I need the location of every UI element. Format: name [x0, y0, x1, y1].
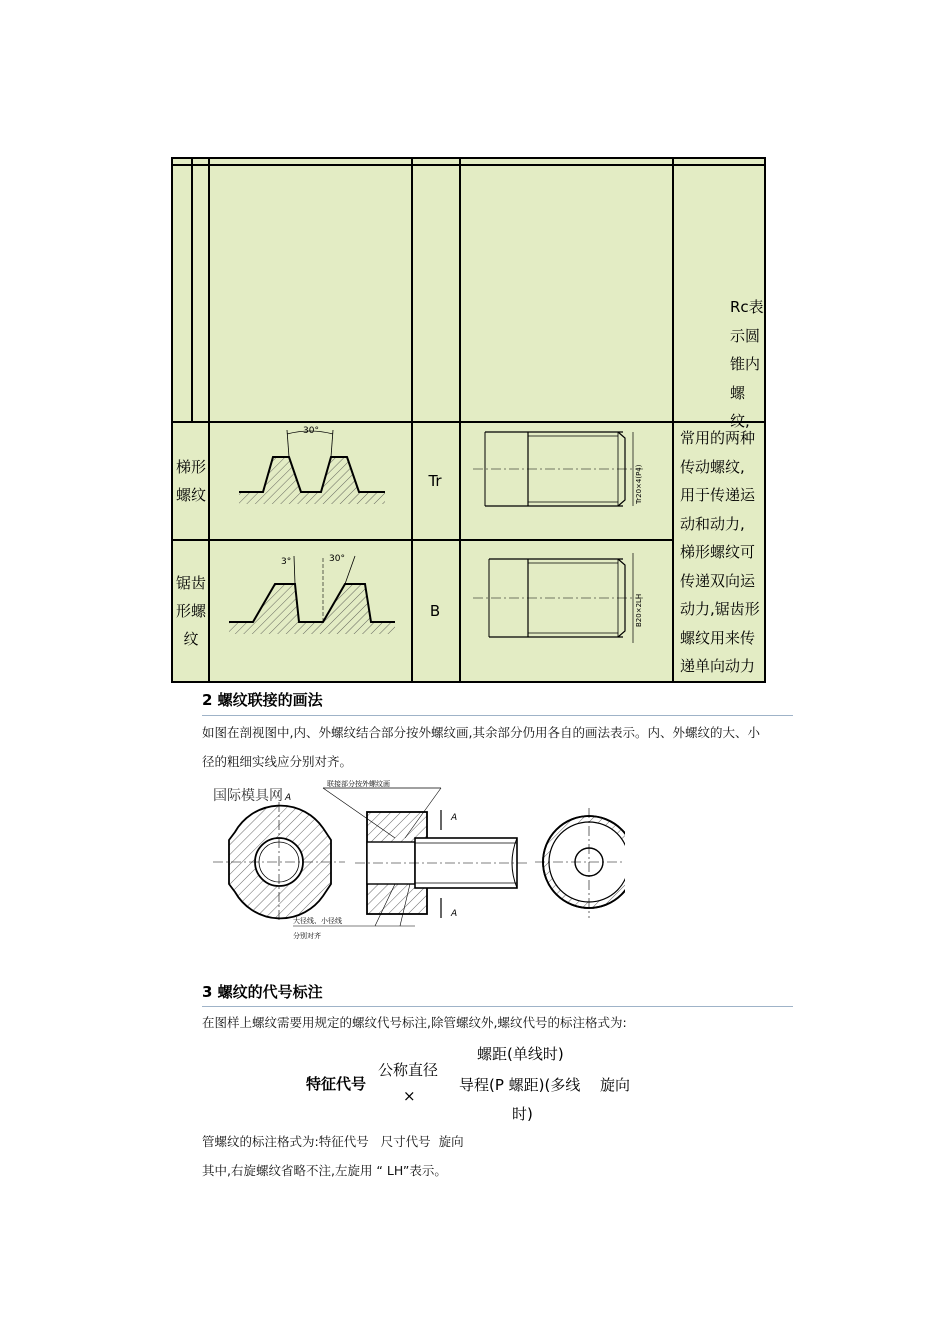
section-3-heading: 3 螺纹的代号标注 [202, 983, 323, 1001]
trapezoid-profile-diagram [233, 424, 393, 509]
transmission-note: 常用的两种 传动螺纹, 用于传递运 动和动力, 梯形螺纹可 传递双向运 动力,锯齿形 螺纹用来传 递单向动力 [680, 429, 760, 675]
pipe-thread-format: 管螺纹的标注格式为:特征代号 尺寸代号 旋向 [202, 1134, 464, 1149]
formula-nominal: 公称直径 [378, 1061, 439, 1079]
trapezoid-code: Tr [428, 472, 442, 490]
left-hand-note: 其中,右旋螺纹省略不注,左旋用 “ LH”表示。 [202, 1163, 447, 1178]
table-divider [173, 539, 673, 541]
trapezoid-marking-diagram [473, 424, 668, 534]
section-2-rule [202, 715, 793, 716]
table-divider [459, 159, 461, 681]
formula-times: × [403, 1087, 416, 1105]
formula-lead-line2: 时) [512, 1105, 533, 1123]
figure-watermark: 国际模具网 [213, 788, 283, 804]
formula-feature: 特征代号 [306, 1075, 367, 1093]
buttress-profile-diagram [223, 544, 403, 644]
buttress-angle-left: 3° [281, 557, 292, 567]
figure-callout-top: 联接部分按外螺纹画 [327, 780, 390, 788]
pipe-note: Rc表 示圆 锥内 螺 纹, [730, 298, 764, 430]
table-divider [173, 421, 764, 423]
formula-lead-line1: 导程(P 螺距)(多线 [459, 1076, 581, 1094]
buttress-angle-right: 30° [329, 554, 345, 564]
svg-text:A: A [285, 793, 292, 803]
formula-pitch-single: 螺距(单线时) [477, 1045, 564, 1063]
thread-connection-figure [205, 780, 625, 950]
trapezoid-name: 梯形 螺纹 [175, 458, 206, 504]
section-2-heading: 2 螺纹联接的画法 [202, 691, 323, 709]
table-divider [191, 159, 193, 422]
section-3-rule [202, 1006, 793, 1007]
trapezoid-angle-label: 30° [303, 426, 319, 436]
table-divider [672, 159, 674, 681]
figure-callout-bottom-1: 大径线、小径线 [293, 917, 342, 925]
buttress-marking-diagram [473, 547, 668, 657]
formula-direction: 旋向 [600, 1076, 631, 1094]
buttress-mark-label: B20×2LH [635, 593, 643, 627]
section-3-intro: 在图样上螺纹需要用规定的螺纹代号标注,除管螺纹外,螺纹代号的标注格式为: [202, 1015, 627, 1030]
table-divider [173, 164, 764, 166]
svg-text:A: A [451, 813, 458, 823]
thread-type-table [171, 157, 766, 683]
trapezoid-mark-label: Tr20×4(P4) [635, 464, 643, 504]
section-2-paragraph: 如图在剖视图中,内、外螺纹结合部分按外螺纹画,其余部分仍用各自的画法表示。内、外螺纹的大、小 径的粗细实线应分别对齐。 [202, 725, 760, 769]
buttress-name: 锯齿 形螺 纹 [175, 574, 206, 648]
svg-text:A: A [451, 909, 458, 919]
figure-callout-bottom-2: 分别对齐 [293, 932, 321, 940]
buttress-code: B [429, 602, 441, 620]
